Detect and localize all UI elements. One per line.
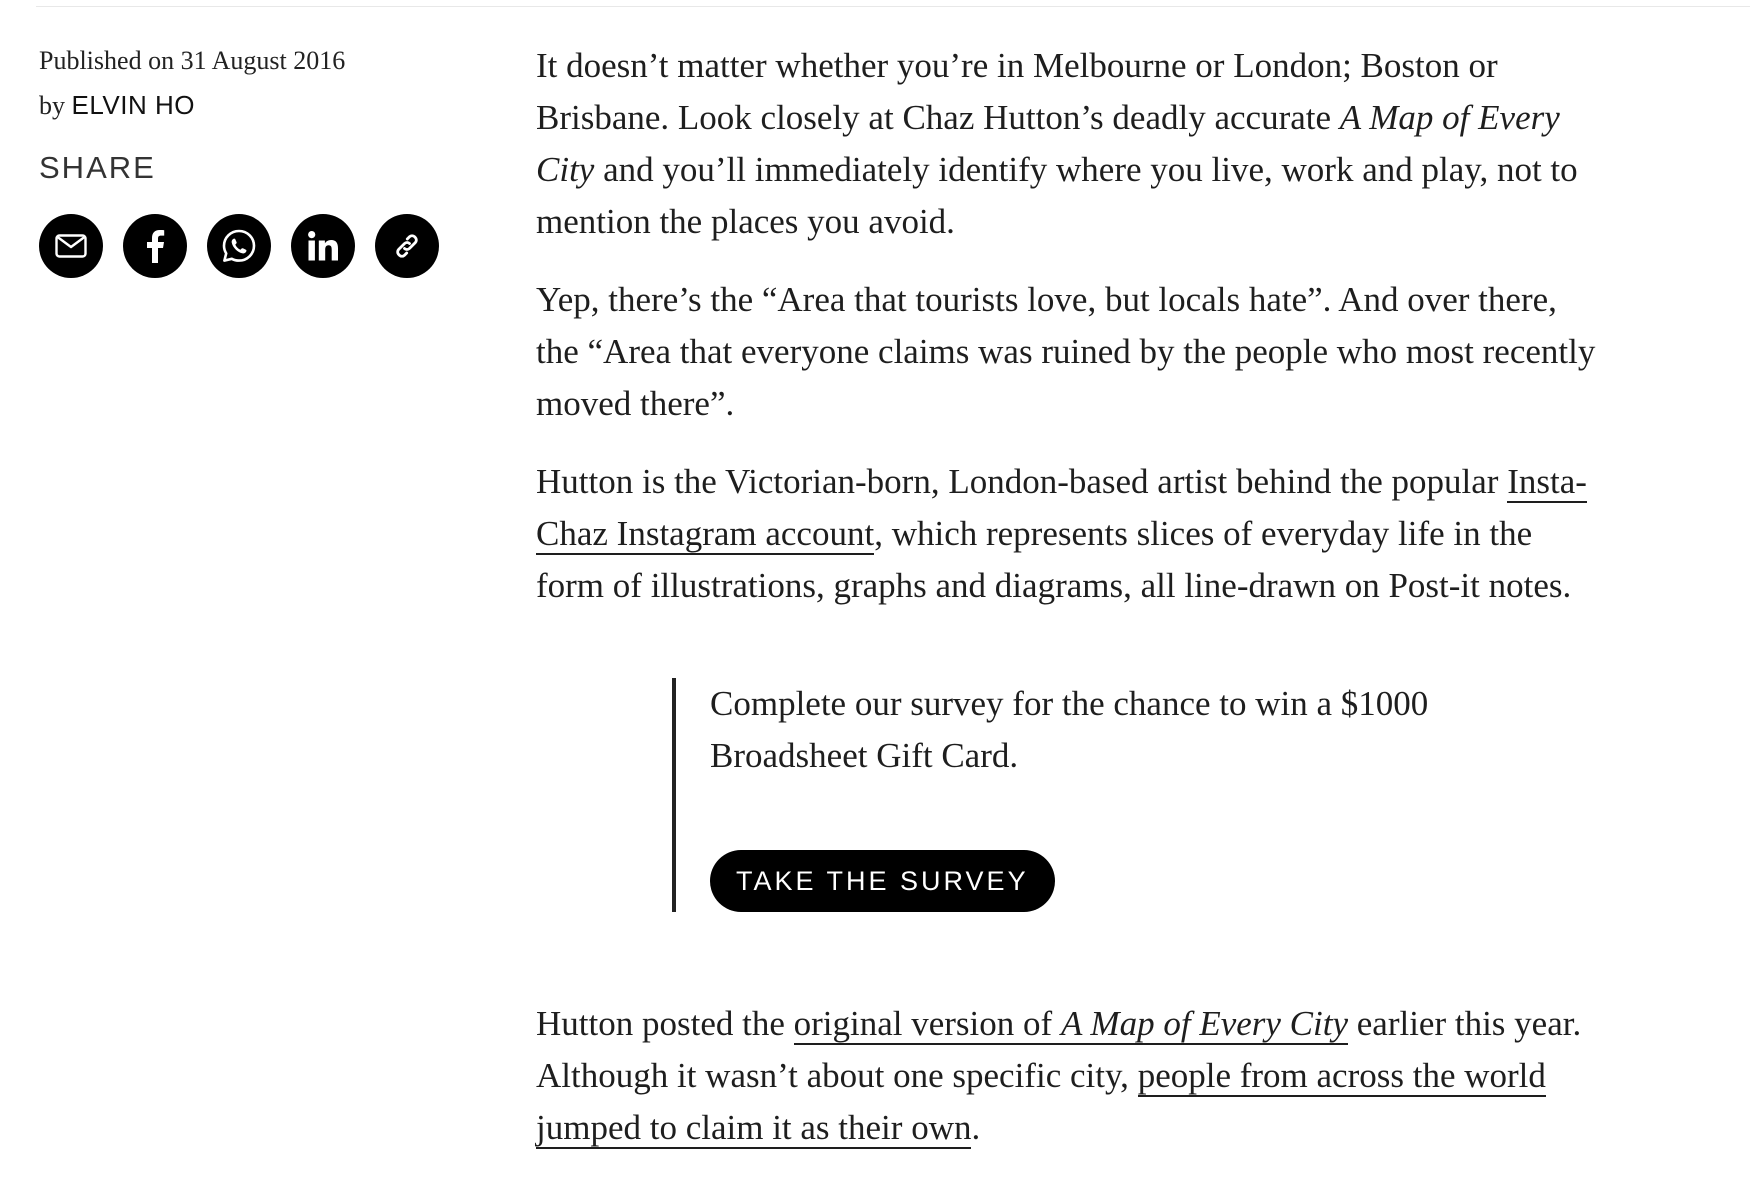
share-whatsapp-button[interactable] [207,214,271,278]
top-divider [36,6,1750,7]
original-version-link[interactable] [794,1004,1348,1045]
instagram-account-link[interactable]: Insta-Chaz Instagram account [536,462,1587,553]
share-email-button[interactable] [39,214,103,278]
article-sidebar [39,38,459,278]
linkedin-icon [307,230,339,262]
original-version-link-title: A Map of Every City [1060,1004,1348,1043]
paragraph-3 [536,456,1606,612]
byline-prefix: by [39,91,65,120]
share-buttons [39,214,459,278]
paragraph-4-text-middle: earlier this year. Although it wasn’t about one specific city, [536,1004,1582,1095]
paragraph-4-text: Hutton posted the [536,1004,794,1043]
survey-callout-text: Complete our survey for the chance to win a $1000 Broadsheet Gift Card. [710,684,1429,775]
paragraph-1 [536,40,1606,248]
survey-callout [672,678,1530,912]
author-name[interactable]: ELVIN HO [71,90,195,120]
paragraph-1-text: It doesn’t matter whether you’re in Melbourne or London; Boston or Brisbane. Look closely at Chaz Hutton’s deadly accurate [536,46,1498,137]
byline [39,83,459,128]
share-facebook-button[interactable] [123,214,187,278]
paragraph-3-text: Hutton is the Victorian-born, London-based artist behind the popular [536,462,1508,501]
article-body [536,40,1606,1180]
whatsapp-icon [221,228,257,264]
artwork-title: A Map of Every City [536,98,1560,189]
share-linkedin-button[interactable] [291,214,355,278]
mail-icon [55,234,87,258]
link-icon [391,230,423,262]
facebook-icon [145,229,165,263]
people-claim-link[interactable]: people from across the world jumped to claim it as their own [536,1056,1546,1147]
paragraph-3-text-end: , which represents slices of everyday life in the form of illustrations, graphs and diagrams, all line-drawn on Post-it notes. [536,514,1572,605]
original-version-link-text: original version of [793,1004,1061,1043]
paragraph-4-text-end: . [971,1108,981,1147]
paragraph-1-text-end: and you’ll immediately identify where you live, work and play, not to mention the places you avoid. [536,150,1578,241]
paragraph-2: Yep, there’s the “Area that tourists love, but locals hate”. And over there, the “Area that everyone claims was ruined by the people who most recently moved there”. [536,280,1596,423]
share-copy-link-button[interactable] [375,214,439,278]
paragraph-4 [536,998,1606,1154]
publish-date: Published on 31 August 2016 [39,46,346,75]
share-heading: SHARE [39,150,156,185]
take-survey-button[interactable]: TAKE THE SURVEY [710,850,1055,912]
